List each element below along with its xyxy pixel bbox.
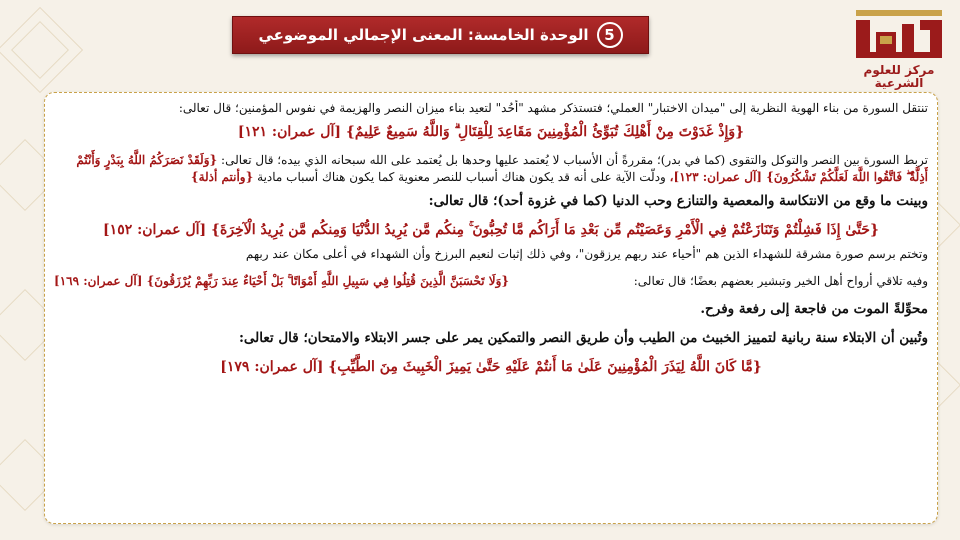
paragraph-badr (54, 152, 928, 186)
paragraph-souls (54, 273, 928, 290)
paragraph-souls-text: وفيه تلاقي أرواح أهل الخير وتبشير بعضهم بعضًا؛ قال تعالى: (633, 274, 928, 288)
title-banner (232, 16, 649, 54)
logo-name: مركز للعلوم الشرعية (863, 63, 935, 90)
verse-152: {حَتَّىٰ إِذَا فَشِلْتُمْ وَتَنَازَعْتُمْ فِي الْأَمْرِ وَعَصَيْتُم مِّن بَعْدِ مَا أَرَاكُم مَّا تُحِبُّونَ ۚ مِنكُم مَّن يُرِيدُ الدُّنْيَا وَمِنكُم مَّن يُرِيدُ الْآخِرَةَ} [آل عمران: ١٥٢] (103, 222, 879, 238)
paragraph-badr-rest: ودلّت الآية على أنه قد يكون هناك أسباب للنصر معنوية كما يكون هناك أسباب مادية (257, 170, 666, 184)
unit-number-badge: 5 (597, 22, 623, 48)
center-logo (844, 6, 954, 90)
logo-mark-icon (844, 6, 954, 64)
slide-title: الوحدة الخامسة: المعنى الإجمالي الموضوعي (258, 26, 589, 44)
paragraph-badr-intro: تربط السورة بين النصر والتوكل والتقوى (كما في بدر)؛ مقررةً أن الأسباب لا يُعتمد عليها وحدها بل يُعتمد على الله سبحانه الذي بيده؛ قال تعالى: (221, 153, 928, 167)
verse-fragment: {وأنتم أذلة} (190, 170, 254, 184)
verse-123: {وَلَقَدْ نَصَرَكُمُ اللَّهُ بِبَدْرٍ وَأَنْتُمْ أَذِلَّةٌ ۖ فَاتَّقُوا اللَّهَ لَعَلَّكُمْ تَشْكُرُونَ} [آل عمران: ١٢٣]، (76, 153, 928, 184)
verse-121: {وَإِذْ غَدَوْتَ مِنْ أَهْلِكَ تُبَوِّئُ الْمُؤْمِنِينَ مَقَاعِدَ لِلْقِتَالِ ۗ وَاللَّهُ سَمِيعٌ عَلِيمٌ} [آل عمران: ١٢١] (237, 124, 745, 140)
paragraph-trial: وتُبين أن الابتلاء سنة ربانية لتمييز الخبيث من الطيب وأن طريق النصر والتمكين يمر على جسر الابتلاء والامتحان؛ قال تعالى: (238, 330, 928, 346)
paragraph-martyrs: وتختم برسم صورة مشرقة للشهداء الذين هم "أحياء عند ربهم يرزقون"، وفي ذلك إثبات لنعيم البرزخ وأن الشهداء في أعلى مكان عند ربهم (245, 247, 928, 261)
paragraph-uhud: وبينت ما وقع من الانتكاسة والمعصية والتنازع وحب الدنيا (كما في غزوة أحد)؛ قال تعالى: (428, 193, 928, 209)
paragraph-death: محوِّلةً الموت من فاجعة إلى رفعة وفرح. (700, 301, 928, 317)
paragraph-intro: تنتقل السورة من بناء الهوية النظرية إلى "ميدان الاختبار" العملي؛ فتستذكر مشهد "أُحُد" لتعيد بناء ميزان النصر والهزيمة في نفوس المؤمنين؛ قال تعالى: (178, 101, 928, 115)
verse-179: {مَّا كَانَ اللَّهُ لِيَذَرَ الْمُؤْمِنِينَ عَلَىٰ مَا أَنتُمْ عَلَيْهِ حَتَّىٰ يَمِيزَ الْخَبِيثَ مِنَ الطَّيِّبِ} [آل عمران: ١٧٩] (220, 359, 762, 375)
content-body (54, 100, 928, 520)
verse-169: {وَلَا تَحْسَبَنَّ الَّذِينَ قُتِلُوا فِي سَبِيلِ اللَّهِ أَمْوَاتًا ۚ بَلْ أَحْيَاءٌ عِندَ رَبِّهِمْ يُرْزَقُونَ} [آل عمران: ١٦٩] (54, 274, 510, 288)
